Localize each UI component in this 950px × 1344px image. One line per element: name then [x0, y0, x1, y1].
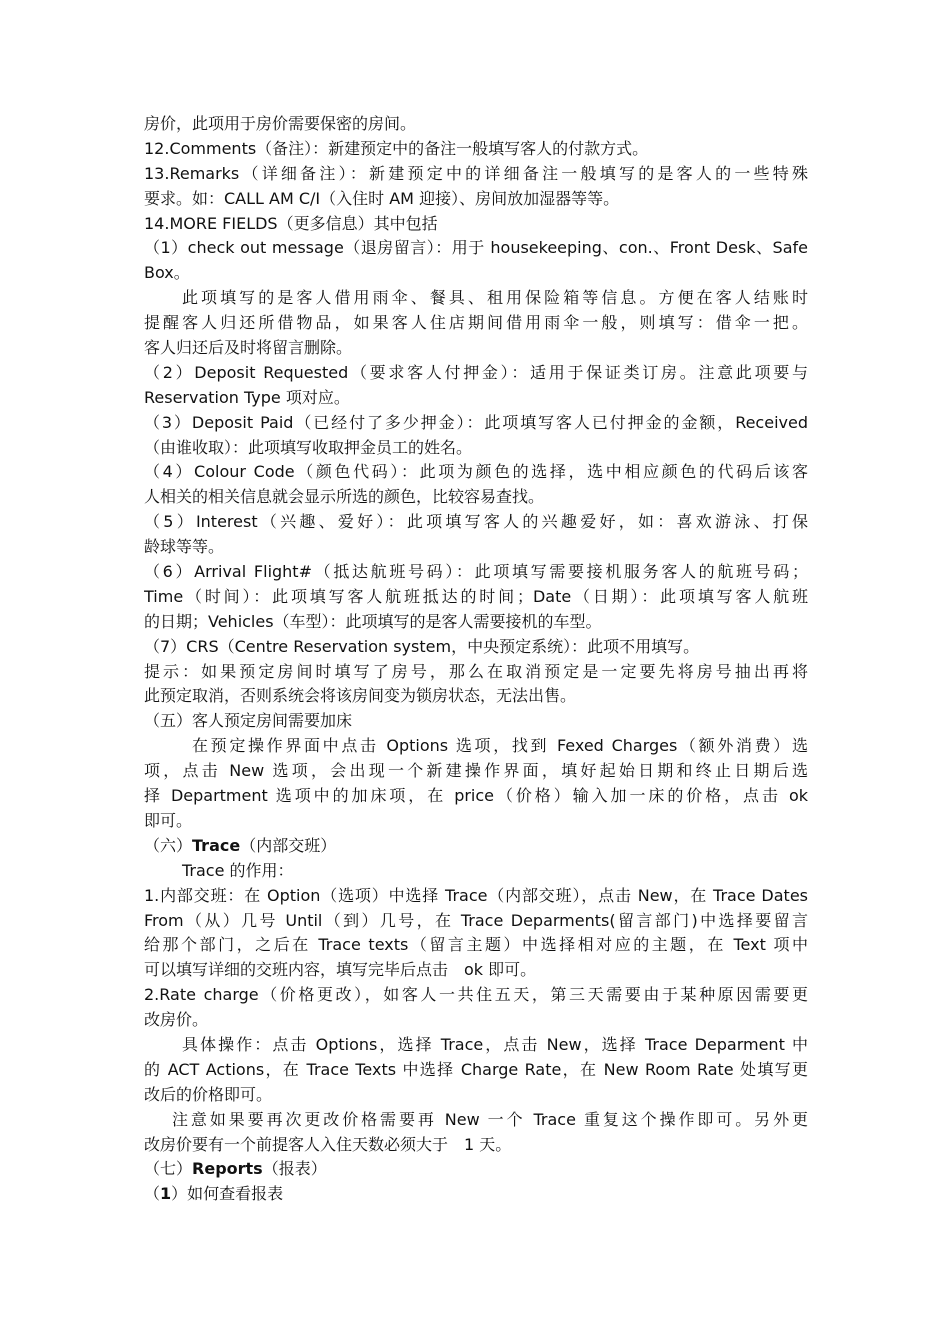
section-heading	[144, 834, 808, 859]
text-line: From（从）几号 Until（到）几号，在 Trace Deparments(留言部门)中选择要留言	[144, 910, 808, 930]
subsection-heading	[144, 1182, 808, 1207]
heading-suffix: （内部交班）	[240, 835, 337, 855]
text-line: 给那个部门，之后在 Trace texts（留言主题）中选择相对应的主题，在 Text 项中	[144, 935, 808, 955]
text-line: （由谁收取）：此项填写收取押金员工的姓名。	[144, 437, 473, 457]
text-line: 提醒客人归还所借物品，如果客人住店期间借用雨伞一般，则填写：借伞一把。	[144, 313, 808, 333]
section-heading: （五）客人预定房间需要加床	[144, 711, 353, 731]
text-line: Reservation Type 项对应。	[144, 387, 350, 407]
text-line: 的日期；Vehicles（车型）：此项填写的是客人需要接机的车型。	[144, 611, 602, 631]
heading-prefix: （七）	[144, 1159, 193, 1179]
heading-prefix: （六）	[144, 835, 193, 855]
text-line: 提示：如果预定房间时填写了房号，那么在取消预定是一定要先将房号抽出再将	[144, 661, 808, 681]
text-line: 此预定取消，否则系统会将该房间变为锁房状态，无法出售。	[144, 686, 577, 706]
text-line: 具体操作：点击 Options，选择 Trace，点击 New，选择 Trace Deparment 中	[182, 1034, 808, 1054]
text-line: 即可。	[144, 810, 193, 830]
text-line: 2.Rate charge（价格更改），如客人一共住五天，第三天需要由于某种原因需要更	[144, 985, 808, 1005]
text-line: （3）Deposit Paid（已经付了多少押金）：此项填写客人已付押金的金额，Received	[144, 412, 808, 432]
text-line: 注意如果要再次更改价格需要再 New 一个 Trace 重复这个操作即可。另外更	[172, 1109, 808, 1129]
text-line: （7）CRS（Centre Reservation system，中央预定系统）：此项不用填写。	[144, 636, 700, 656]
text-line: （4）Colour Code（颜色代码）：此项为颜色的选择，选中相应颜色的代码后该客	[144, 462, 808, 482]
heading-prefix: （	[144, 1184, 161, 1204]
text-line: （6）Arrival Flight#（抵达航班号码）：此项填写需要接机服务客人的航班号码；	[144, 562, 808, 582]
text-line: 房价，此项用于房价需要保密的房间。	[144, 114, 417, 133]
document-page	[144, 112, 808, 1207]
text-line: 14.MORE FIELDS（更多信息）其中包括	[144, 213, 438, 233]
heading-suffix: ）如何查看报表	[171, 1184, 284, 1204]
text-line: 龄球等等。	[144, 537, 225, 557]
text-line: 改房价要有一个前提客人入住天数必须大于 1 天。	[144, 1134, 512, 1154]
text-line: （5）Interest（兴趣、爱好）：此项填写客人的兴趣爱好，如：喜欢游泳、打保	[144, 512, 808, 532]
text-line: 可以填写详细的交班内容，填写完毕后点击 ok 即可。	[144, 960, 537, 980]
text-line: 此项填写的是客人借用雨伞、餐具、租用保险箱等信息。方便在客人结账时	[182, 288, 808, 308]
text-line: 择 Department 选项中的加床项，在 price（价格）输入加一床的价格，点击 ok	[144, 786, 808, 806]
text-line: （1）check out message（退房留言）：用于 housekeeping、con.、Front Desk、Safe	[144, 238, 808, 258]
text-line: 改后的价格即可。	[144, 1084, 273, 1104]
text-line: （2）Deposit Requested（要求客人付押金）：适用于保证类订房。注意此项要与	[144, 362, 808, 382]
text-line: 要求。如：CALL AM C/I（入住时 AM 迎接）、房间放加湿器等等。	[144, 188, 620, 208]
text-line: 的 ACT Actions，在 Trace Texts 中选择 Charge Rate，在 New Room Rate 处填写更	[144, 1059, 808, 1079]
heading-bold-number: 1	[160, 1184, 172, 1204]
text-line: 13.Remarks（详细备注）：新建预定中的详细备注一般填写的是客人的一些特殊	[144, 163, 808, 183]
text-line: 1.内部交班：在 Option（选项）中选择 Trace（内部交班），点击 New，在 Trace Dates	[144, 885, 808, 905]
text-line: Trace 的作用：	[182, 860, 294, 880]
text-line: 人相关的相关信息就会显示所选的颜色，比较容易查找。	[144, 487, 545, 507]
heading-bold-term: Reports	[192, 1159, 263, 1179]
text-line: Time（时间）：此项填写客人航班抵达的时间；Date（日期）：此项填写客人航班	[144, 586, 808, 606]
text-line: 在预定操作界面中点击 Options 选项，找到 Fexed Charges（额外消费）选	[192, 736, 808, 756]
text-line: 12.Comments（备注）：新建预定中的备注一般填写客人的付款方式。	[144, 138, 649, 158]
section-heading	[144, 1157, 808, 1182]
text-line: 改房价。	[144, 1010, 209, 1030]
heading-bold-term: Trace	[192, 835, 241, 855]
text-line: 项，点击 New 选项，会出现一个新建操作界面，填好起始日期和终止日期后选	[144, 761, 808, 781]
heading-suffix: （报表）	[262, 1159, 327, 1179]
text-line: Box。	[144, 263, 190, 283]
text-line: 客人归还后及时将留言删除。	[144, 338, 353, 358]
